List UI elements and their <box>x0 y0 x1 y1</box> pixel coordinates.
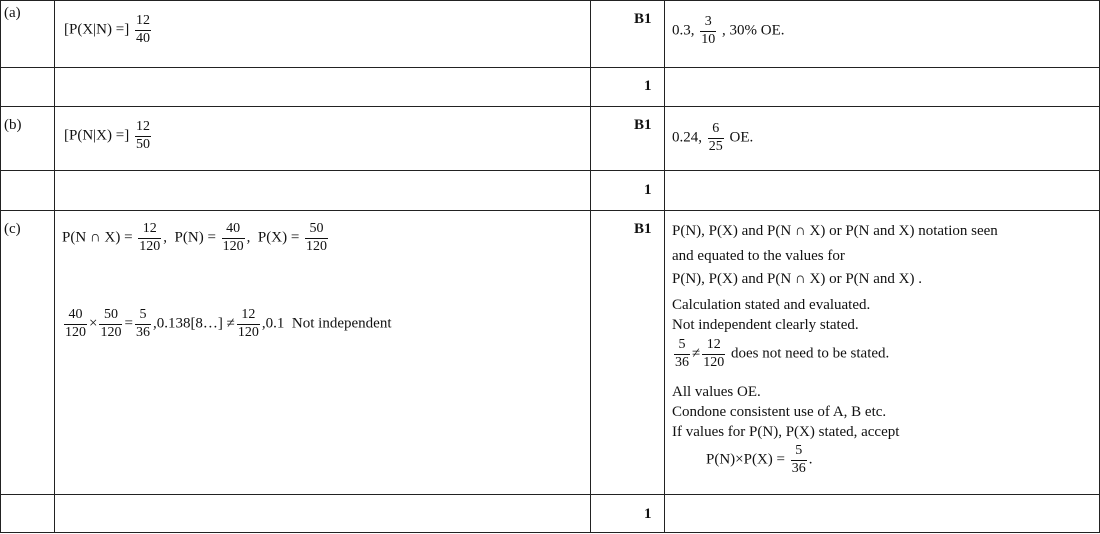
part-label-b: (b) <box>4 117 22 133</box>
guidance-a-pre: 0.3, <box>672 22 695 39</box>
part-label-a: (a) <box>4 5 21 21</box>
mark-c: B1 <box>634 221 652 237</box>
guidance-a-post: , 30% OE. <box>722 22 785 39</box>
guidance-c-line1: P(N), P(X) and P(N ∩ X) or P(N and X) notation seen <box>672 223 998 239</box>
fraction-denominator: 120 <box>222 238 244 254</box>
guidance-b <box>672 122 753 154</box>
calc-fraction-1 <box>64 308 87 340</box>
rule-left <box>0 0 1 533</box>
guidance-c-line2: and equated to the values for <box>672 248 845 264</box>
fraction-denominator: 40 <box>135 30 150 46</box>
fraction-denominator: 120 <box>237 324 259 340</box>
answer-b <box>64 120 153 152</box>
rule-col1 <box>54 0 55 533</box>
total-b: 1 <box>644 182 652 198</box>
guidance-b-pre: 0.24, <box>672 129 702 146</box>
g6-text: does not need to be stated. <box>730 345 890 362</box>
fraction-numerator: 12 <box>706 337 721 352</box>
eq2-fraction <box>222 222 245 254</box>
answer-c-calculation <box>62 308 391 340</box>
answer-b-prefix: [P(N|X) =] <box>64 127 130 144</box>
eq1-lhs: P(N ∩ X) = <box>62 229 133 246</box>
answer-a <box>64 14 153 46</box>
fraction-numerator: 50 <box>309 221 324 236</box>
rule-c-sub <box>0 494 1100 495</box>
calc-fraction-4 <box>237 308 260 340</box>
guidance-c-line3: P(N), P(X) and P(N ∩ X) or P(N and X) . <box>672 271 922 287</box>
answer-c-probabilities: P(N ∩ X) = $\frac{12}{120}$ , P(N) = $\frac{40}{120}$ , P(X) = $\frac{50}{120}$ <box>62 221 328 254</box>
fraction-numerator: 12 <box>142 221 157 236</box>
answer-a-fraction <box>135 14 151 46</box>
calc-conclusion: Not independent <box>291 315 392 332</box>
guidance-c-line7: All values OE. <box>672 384 761 400</box>
calc-end: ,0.1 <box>261 315 285 332</box>
fraction-numerator: 12 <box>241 307 256 322</box>
fraction-numerator: 50 <box>103 307 118 322</box>
fraction-numerator: 3 <box>704 14 712 29</box>
rule-top <box>0 0 1100 1</box>
guidance-c-line4: Calculation stated and evaluated. <box>672 297 871 313</box>
fraction-denominator: 25 <box>708 138 723 154</box>
fraction-denominator: 120 <box>703 354 725 370</box>
fraction-denominator: 120 <box>139 238 161 254</box>
guidance-c-line8: Condone consistent use of A, B etc. <box>672 404 887 420</box>
rule-b-end <box>0 210 1100 211</box>
equals-sign: = <box>124 315 133 332</box>
eq1-fraction <box>138 222 161 254</box>
guidance-c-line10 <box>706 444 813 476</box>
guidance-c-line6 <box>672 338 889 370</box>
guidance-b-fraction <box>708 122 724 154</box>
answer-b-fraction <box>135 120 151 152</box>
rule-b-sub <box>0 170 1100 171</box>
fraction-numerator: 5 <box>678 337 686 352</box>
g10-fraction <box>791 444 807 476</box>
mark-b: B1 <box>634 117 652 133</box>
fraction-denominator: 120 <box>306 238 328 254</box>
fraction-numerator: 12 <box>135 13 150 28</box>
fraction-denominator: 120 <box>65 324 86 340</box>
calc-decimal: ,0.138[8…] ≠ <box>152 315 235 332</box>
g6-fraction-2 <box>702 338 725 370</box>
answer-a-prefix: [P(X|N) =] <box>64 21 130 38</box>
part-label-c: (c) <box>4 221 21 237</box>
calc-fraction-2 <box>99 308 122 340</box>
guidance-b-post: OE. <box>729 129 754 146</box>
g6-fraction-1 <box>674 338 690 370</box>
guidance-c-line9: If values for P(N), P(X) stated, accept <box>672 424 900 440</box>
fraction-numerator: 5 <box>139 307 147 322</box>
fraction-numerator: 12 <box>135 119 150 134</box>
guidance-c-line5: Not independent clearly stated. <box>672 317 859 333</box>
total-a: 1 <box>644 78 652 94</box>
rule-a-end <box>0 106 1100 107</box>
fraction-denominator: 36 <box>675 354 689 370</box>
rule-col2 <box>590 0 591 533</box>
rule-bottom <box>0 532 1100 533</box>
eq3-fraction <box>305 222 328 254</box>
not-equal-sign: ≠ <box>692 345 701 362</box>
fraction-numerator: 6 <box>712 121 720 136</box>
guidance-a <box>672 15 785 47</box>
rule-col3 <box>664 0 665 533</box>
fraction-denominator: 36 <box>135 324 150 340</box>
rule-a-sub <box>0 67 1100 68</box>
eq2-lhs: P(N) = <box>174 229 216 246</box>
mark-a: B1 <box>634 11 652 27</box>
g10-lhs: P(N)×P(X) = <box>706 451 785 468</box>
fraction-denominator: 36 <box>791 460 806 476</box>
guidance-a-fraction <box>700 15 716 47</box>
eq3-lhs: P(X) = <box>257 229 300 246</box>
fraction-denominator: 120 <box>100 324 122 340</box>
times-sign: × <box>89 315 98 332</box>
fraction-denominator: 50 <box>135 136 150 152</box>
g10-end: . <box>808 451 813 468</box>
fraction-numerator: 40 <box>226 221 241 236</box>
calc-fraction-3 <box>135 308 151 340</box>
fraction-numerator: 40 <box>68 307 83 322</box>
fraction-denominator: 10 <box>701 31 716 47</box>
fraction-numerator: 5 <box>795 443 803 458</box>
total-c: 1 <box>644 506 652 522</box>
